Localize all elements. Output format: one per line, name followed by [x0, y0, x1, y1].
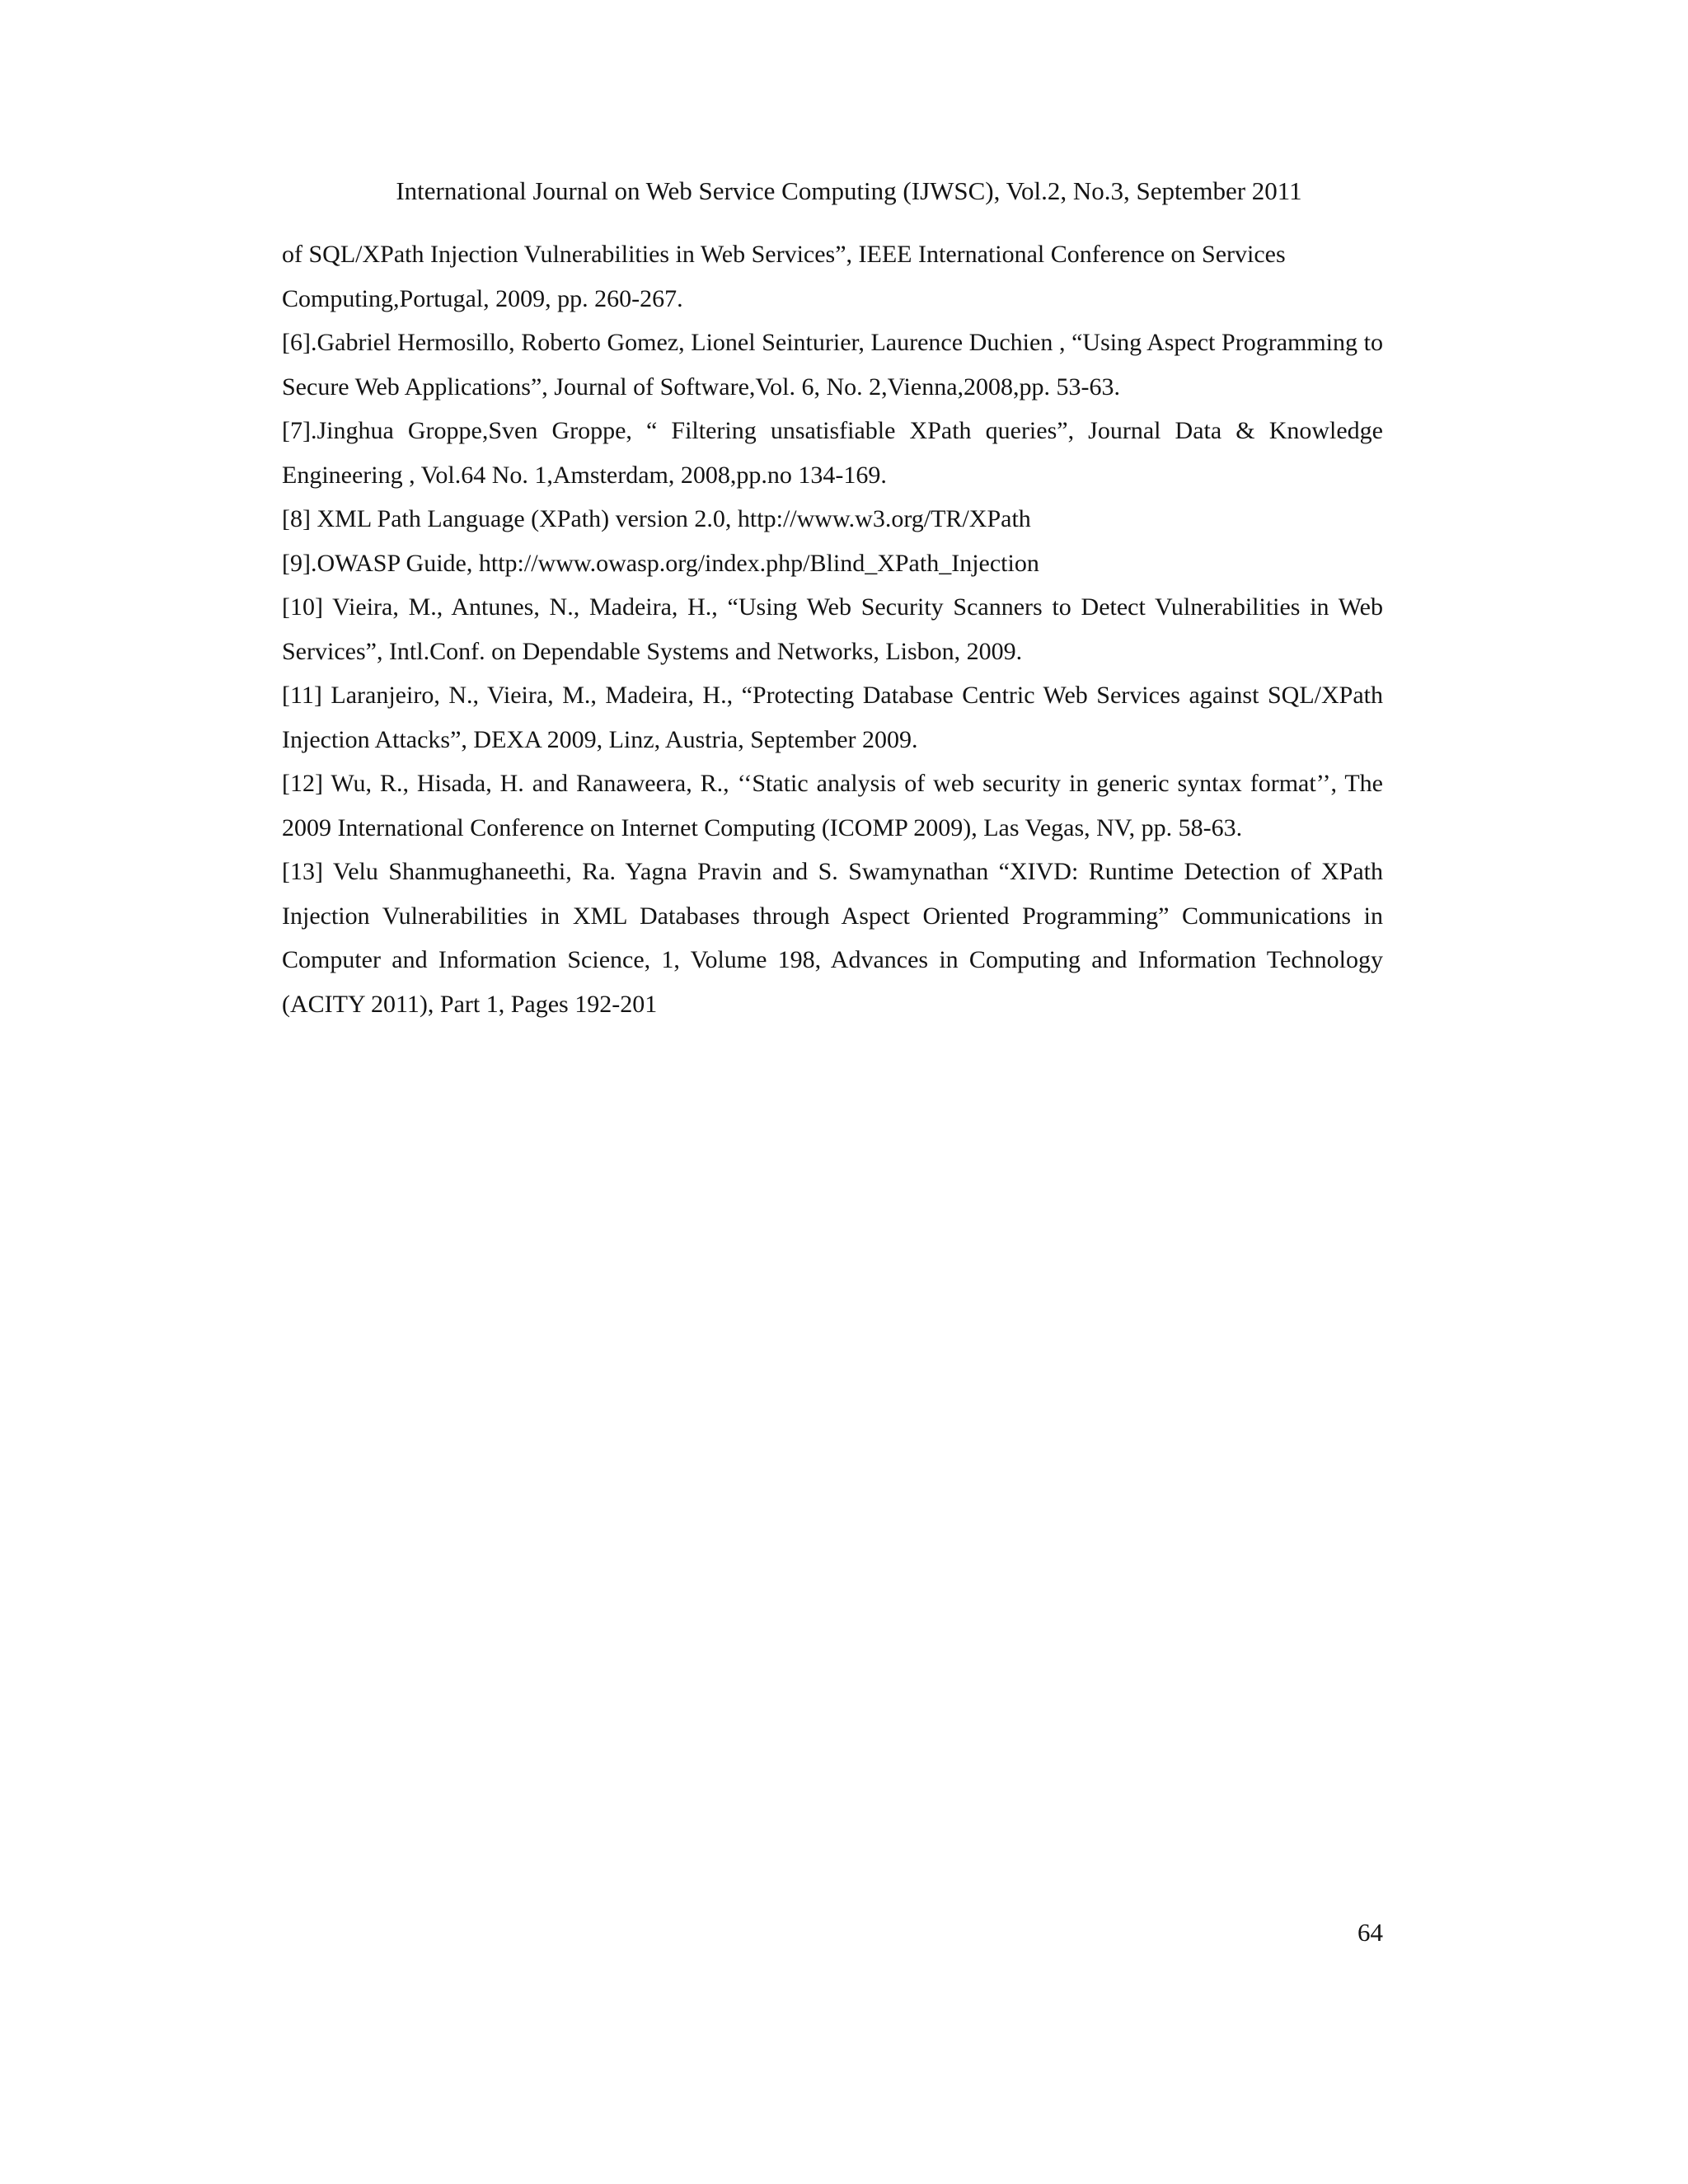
reference-6: [6].Gabriel Hermosillo, Roberto Gomez, Lionel Seinturier, Laurence Duchien , “Using Aspect Programming to Secure Web Applications”, Journal of Software,Vol. 6, No. 2,Vienna,2008,pp. 53-63.: [282, 329, 1383, 401]
reference-10: [10] Vieira, M., Antunes, N., Madeira, H., “Using Web Security Scanners to Detect Vulnerabilities in Web Services”, Intl.Conf. on Dependable Systems and Networks, Lisbon, 2009.: [282, 593, 1383, 665]
reference-12: [12] Wu, R., Hisada, H. and Ranaweera, R., ‘‘Static analysis of web security in generic syntax format’’, The 2009 International Conference on Internet Computing (ICOMP 2009), Las Vegas, NV, pp. 58-63.: [282, 770, 1383, 841]
reference-13: [13] Velu Shanmughaneethi, Ra. Yagna Pravin and S. Swamynathan “XIVD: Runtime Detection of XPath Injection Vulnerabilities in XML Databases through Aspect Oriented Programming” Communications in Computer and Information Science, 1, Volume 198, Advances in Computing and Information Technology (ACITY 2011), Part 1, Pages 192-201: [282, 858, 1383, 1018]
reference-8: [8] XML Path Language (XPath) version 2.0, http://www.w3.org/TR/XPath: [282, 505, 1031, 532]
reference-7: [7].Jinghua Groppe,Sven Groppe, “ Filtering unsatisfiable XPath queries”, Journal Data & Knowledge Engineering , Vol.64 No. 1,Amsterdam, 2008,pp.no 134-169.: [282, 417, 1383, 489]
reference-9: [9].OWASP Guide, http://www.owasp.org/index.php/Blind_XPath_Injection: [282, 549, 1039, 577]
reference-11: [11] Laranjeiro, N., Vieira, M., Madeira, H., “Protecting Database Centric Web Services against SQL/XPath Injection Attacks”, DEXA 2009, Linz, Austria, September 2009.: [282, 682, 1383, 753]
page-number: 64: [1357, 1918, 1383, 1947]
reference-list: [282, 232, 1383, 1026]
reference-continuation: of SQL/XPath Injection Vulnerabilities in Web Services”, IEEE International Conference on Services Computing,Portugal, 2009, pp. 260-267.: [282, 241, 1286, 312]
running-header: International Journal on Web Service Computing (IJWSC), Vol.2, No.3, September 2011: [396, 176, 1302, 205]
